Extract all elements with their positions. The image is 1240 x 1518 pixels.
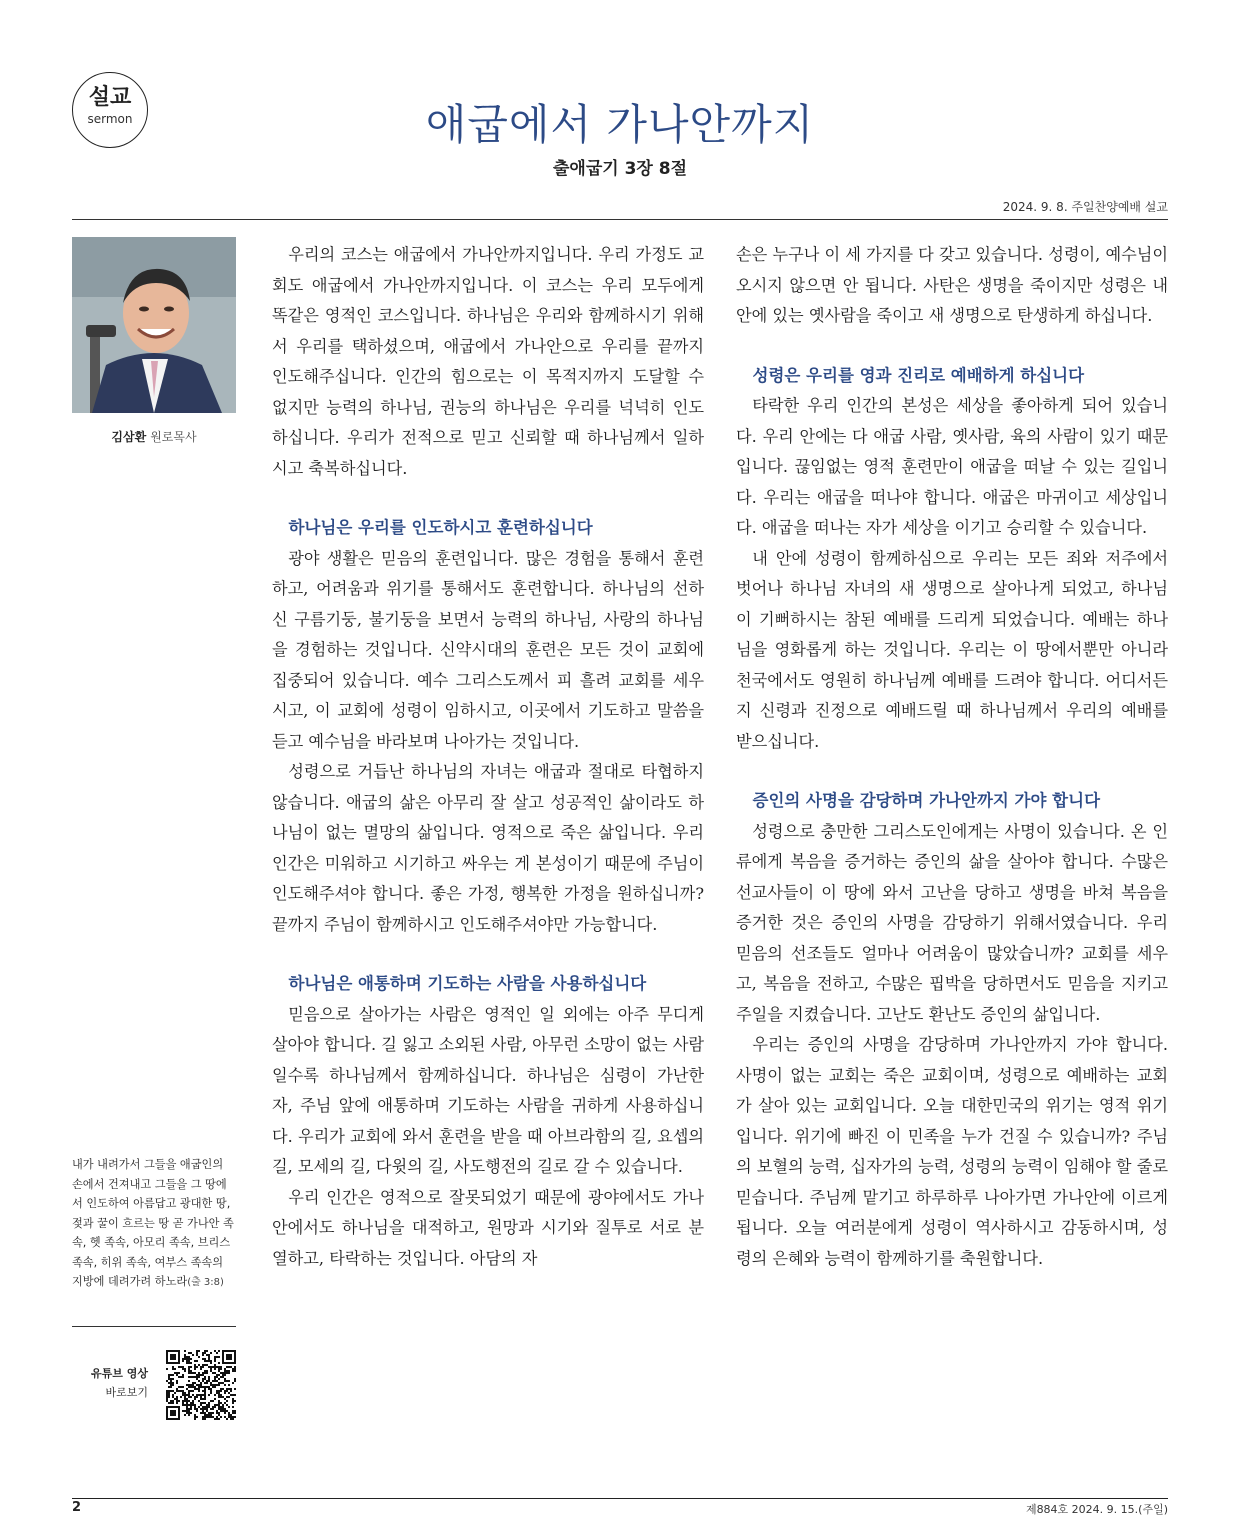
sermon-date: 2024. 9. 8. 주일찬양예배 설교 (1002, 200, 1168, 214)
top-divider (72, 219, 1168, 220)
scripture-reference: 출애굽기 3장 8절 (552, 159, 688, 179)
youtube-sub-label: 바로보기 (105, 1386, 148, 1399)
paragraph: 타락한 우리 인간의 본성은 세상을 좋아하게 되어 있습니다. 우리 안에는 다 애굽 사람, 옛사람, 육의 사람이 있기 때문입니다. 끊임없는 영적 훈련만이 애굽을 떠날 수 있는 길입니다. 우리는 애굽을 떠나야 합니다. 애굽은 마귀이고 세상입니다. 애굽을 떠나는 자가 세상을 이기고 승리할 수 있습니다. (736, 396, 1168, 537)
paragraph: 손은 누구나 이 세 가지를 다 갖고 있습니다. 성령이, 예수님이 오시지 않으면 안 됩니다. 사탄은 생명을 죽이지만 성령은 내 안에 있는 옛사람을 죽이고 새 생명으로 탄생하게 하십니다. (736, 245, 1168, 325)
key-verse-reference: (출 3:8) (187, 1277, 224, 1288)
section-label-en: sermon (87, 112, 133, 126)
author-photo (72, 237, 236, 413)
page-number: 2 (72, 1500, 82, 1515)
article-column-left (272, 240, 704, 1274)
author-portrait-image (72, 237, 236, 413)
article-column-right (736, 240, 1168, 1274)
key-verse (72, 1155, 236, 1293)
paragraph: 우리의 코스는 애굽에서 가나안까지입니다. 우리 가정도 교회도 애굽에서 가나안까지입니다. 이 코스는 우리 모두에게 똑같은 영적인 코스입니다. 하나님은 우리와 함께하시기 위해서 우리를 택하셨으며, 애굽에서 가나안으로 우리를 끝까지 인도해주십니다. 인간의 힘으로는 이 목적지까지 도달할 수 없지만 능력의 하나님, 권능의 하나님은 우리를 넉넉히 인도하십니다. 우리가 전적으로 믿고 신뢰할 때 하나님께서 일하시고 축복하십니다. (272, 245, 704, 478)
footer-divider (72, 1498, 1168, 1499)
page-title: 애굽에서 가나안까지 (425, 100, 815, 149)
section-label-ko: 설교 (88, 85, 132, 110)
qr-code-icon[interactable] (166, 1350, 236, 1420)
youtube-label: 유튜브 영상 (91, 1367, 148, 1380)
author-role: 원로목사 (150, 430, 197, 444)
paragraph: 우리 인간은 영적으로 잘못되었기 때문에 광야에서도 가나안에서도 하나님을 대적하고, 원망과 시기와 질투로 서로 분열하고, 타락하는 것입니다. 아담의 자 (272, 1187, 704, 1268)
author-name: 김삼환 (111, 430, 147, 444)
paragraph: 우리는 증인의 사명을 감당하며 가나안까지 가야 합니다. 사명이 없는 교회는 죽은 교회이며, 성령으로 예배하는 교회가 살아 있는 교회입니다. 오늘 대한민국의 위기는 영적 위기입니다. 위기에 빠진 이 민족을 누가 건질 수 있습니까? 주님의 보혈의 능력, 십자가의 능력, 성령의 능력이 임해야 할 줄로 믿습니다. 주님께 맡기고 하루하루 나아가면 가나안에 이르게 됩니다. 오늘 여러분에게 성령이 역사하시고 감동하시며, 성령의 은혜와 능력이 함께하기를 축원합니다. (736, 1035, 1168, 1268)
paragraph: 성령으로 거듭난 하나님의 자녀는 애굽과 절대로 타협하지 않습니다. 애굽의 삶은 아무리 잘 살고 성공적인 삶이라도 하나님이 없는 멸망의 삶입니다. 영적으로 죽은 삶입니다. 우리 인간은 미워하고 시기하고 싸우는 게 본성이기 때문에 주님이 인도해주셔야 합니다. 좋은 가정, 행복한 가정을 원하십니까? 끝까지 주님이 함께하시고 인도해주셔야만 가능합니다. (272, 762, 704, 934)
paragraph: 성령으로 충만한 그리스도인에게는 사명이 있습니다. 온 인류에게 복음을 증거하는 증인의 삶을 살아야 합니다. 수많은 선교사들이 이 땅에 와서 고난을 당하고 생명을 바쳐 복음을 증거한 것은 증인의 사명을 감당하기 위해서였습니다. 우리 믿음의 선조들도 얼마나 어려움이 많았습니까? 교회를 세우고, 복음을 전하고, 수많은 핍박을 당하면서도 믿음을 지키고 주일을 지켰습니다. 고난도 환난도 증인의 삶입니다. (736, 821, 1168, 1024)
key-verse-text: 내가 내려가서 그들을 애굽인의 손에서 건져내고 그들을 그 땅에서 인도하여 아름답고 광대한 땅, 젖과 꿀이 흐르는 땅 곧 가나안 족속, 헷 족속, 아모리 족속, 브리스 족속, 히위 족속, 여부스 족속의 지방에 데려가려 하노라 (72, 1158, 234, 1288)
author-caption (72, 428, 236, 445)
youtube-link-label[interactable] (72, 1364, 148, 1402)
section-heading: 하나님은 우리를 인도하시고 훈련하십니다 (288, 518, 593, 537)
paragraph: 믿음으로 살아가는 사람은 영적인 일 외에는 아주 무디게 살아야 합니다. 길 잃고 소외된 사람, 아무런 소망이 없는 사람일수록 하나님께서 함께하십니다. 하나님은 심령이 가난한 자, 주님 앞에 애통하며 기도하는 사람을 귀하게 사용하십니다. 우리가 교회에 와서 훈련을 받을 때 아브라함의 길, 요셉의 길, 모세의 길, 다윗의 길, 사도행전의 길로 갈 수 있습니다. (272, 1004, 704, 1176)
paragraph: 광야 생활은 믿음의 훈련입니다. 많은 경험을 통해서 훈련하고, 어려움과 위기를 통해서도 훈련합니다. 하나님의 선하신 구름기둥, 불기둥을 보면서 능력의 하나님, 사랑의 하나님을 경험하는 것입니다. 신약시대의 훈련은 모든 것이 교회에 집중되어 있습니다. 예수 그리스도께서 피 흘려 교회를 세우시고, 이 교회에 성령이 임하시고, 이곳에서 기도하고 말씀을 듣고 예수님을 바라보며 나아가는 것입니다. (272, 548, 704, 751)
section-heading: 성령은 우리를 영과 진리로 예배하게 하십니다 (752, 365, 1085, 385)
paragraph: 내 안에 성령이 함께하심으로 우리는 모든 죄와 저주에서 벗어나 하나님 자녀의 새 생명으로 살아나게 되었고, 하나님이 기뻐하시는 참된 예배를 드리게 되었습니다. 예배는 하나님을 영화롭게 하는 것입니다. 우리는 이 땅에서뿐만 아니라 천국에서도 영원히 하나님께 예배를 드려야 합니다. 어디서든지 신령과 진정으로 예배드릴 때 하나님께서 우리의 예배를 받으십니다. (736, 548, 1168, 751)
section-heading: 하나님은 애통하며 기도하는 사람을 사용하십니다 (288, 974, 647, 993)
sidebar-divider (72, 1326, 236, 1327)
qr-code-graphic (166, 1350, 236, 1420)
issue-info: 제884호 2024. 9. 15.(주일) (1025, 1503, 1168, 1516)
section-heading: 증인의 사명을 감당하며 가나안까지 가야 합니다 (752, 791, 1101, 810)
